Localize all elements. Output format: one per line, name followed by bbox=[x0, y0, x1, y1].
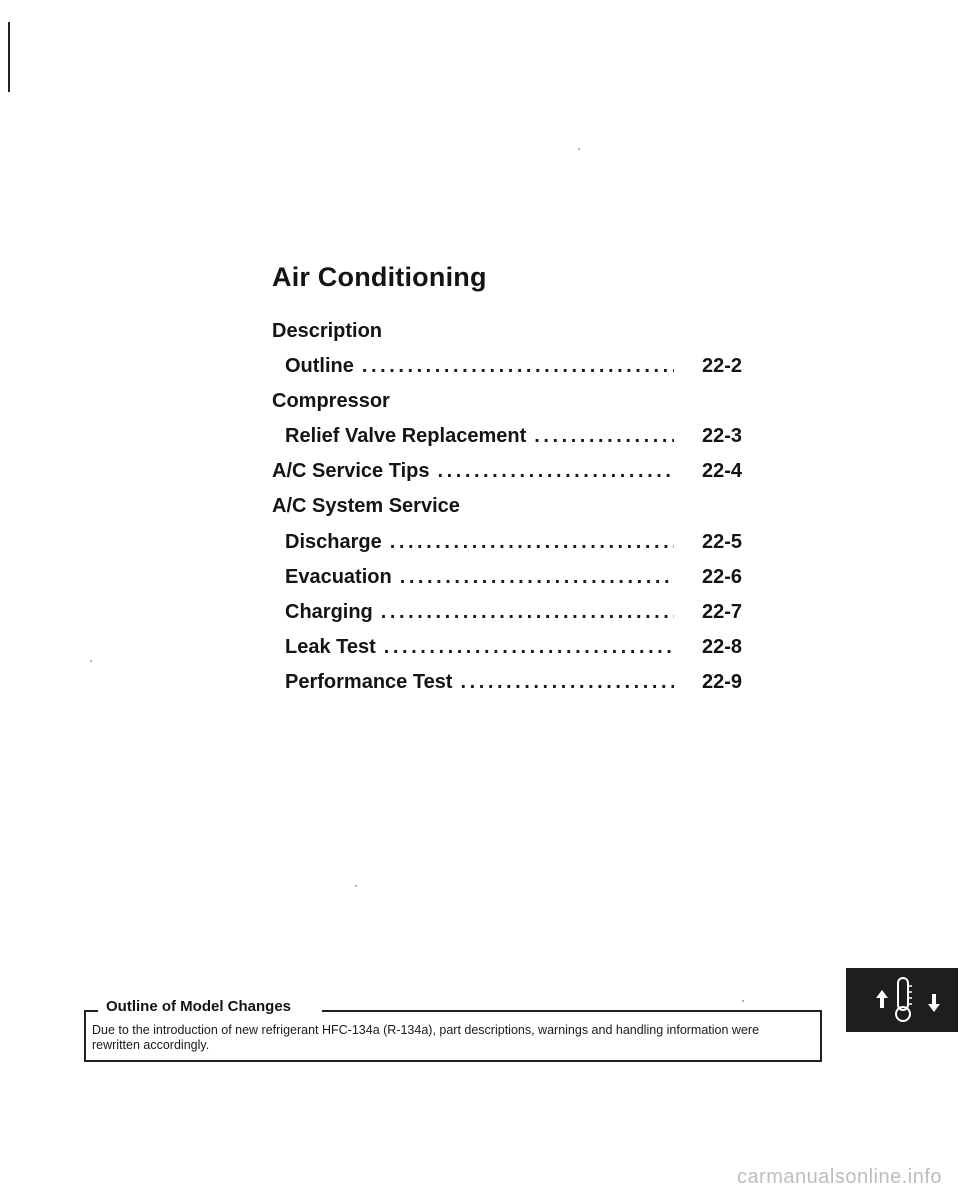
toc-section-description: Description bbox=[272, 320, 383, 342]
section-thumb-tab[interactable] bbox=[846, 968, 958, 1032]
model-changes-text: Due to the introduction of new refrigerant HFC-134a (R-134a), part descriptions, warnings and handling information were rewritten accordingly. bbox=[92, 1023, 760, 1052]
toc-entry-outline[interactable]: Outline . . . 22-2 bbox=[285, 351, 742, 381]
toc-entry-performance-test[interactable]: Performance Test . . . 22-9 bbox=[285, 667, 742, 697]
model-changes-heading: Outline of Model Changes bbox=[100, 998, 297, 1015]
toc-entry-discharge[interactable]: Discharge . . . 22-5 bbox=[285, 527, 742, 557]
scan-speck bbox=[578, 148, 580, 150]
toc-entry-evacuation[interactable]: Evacuation . . . 22-6 bbox=[285, 562, 742, 592]
binder-mark bbox=[8, 22, 10, 92]
page-title: Air Conditioning bbox=[272, 262, 487, 292]
toc-entry-service-tips[interactable]: A/C Service Tips . . . 22-4 bbox=[272, 456, 742, 486]
toc-entry-relief-valve[interactable]: Relief Valve Replacement . . . 22-3 bbox=[285, 421, 742, 451]
toc-section-compressor: Compressor bbox=[272, 390, 390, 412]
scan-speck bbox=[355, 885, 357, 887]
thermometer-up-down-icon bbox=[846, 968, 958, 1032]
scan-speck bbox=[742, 1000, 744, 1002]
toc-section-system-service: A/C System Service bbox=[272, 495, 460, 517]
toc-entry-charging[interactable]: Charging . . . 22-7 bbox=[285, 597, 742, 627]
box-top-rule bbox=[84, 1010, 98, 1012]
scan-speck bbox=[90, 660, 92, 662]
box-top-rule bbox=[322, 1010, 822, 1012]
site-watermark: carmanualsonline.info bbox=[736, 1166, 942, 1188]
toc-entry-leak-test[interactable]: Leak Test . . . 22-8 bbox=[285, 632, 742, 662]
